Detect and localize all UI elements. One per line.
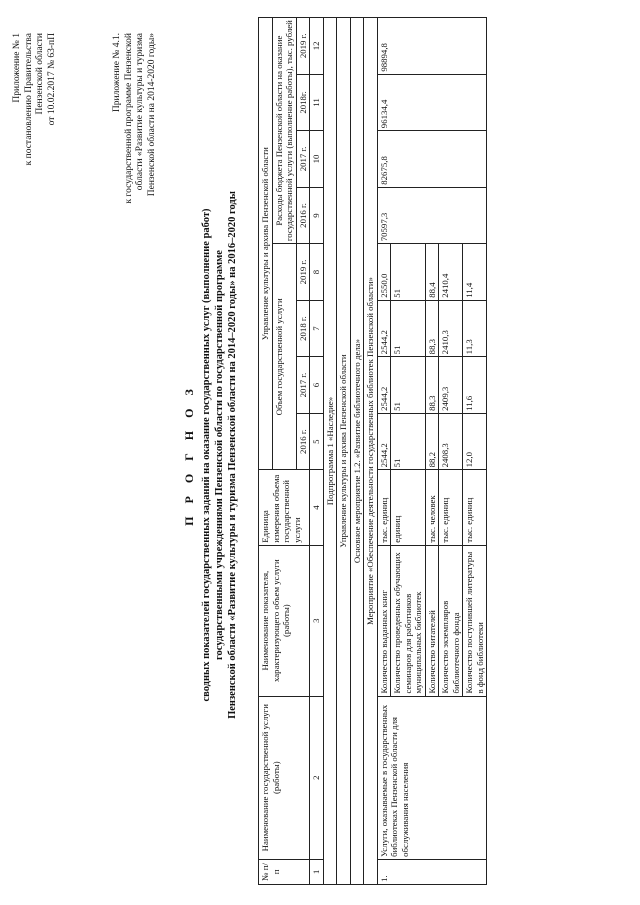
appendix-header — [12, 33, 58, 283]
indicator-name: Количество поступившей литературы в фонд библиотеки — [463, 545, 487, 696]
year-cell: 2016 г. — [296, 187, 310, 244]
indicator-name: Количество выданных книг — [377, 545, 391, 696]
volume-value: 11,6 — [463, 357, 487, 414]
indicator-unit: тыс. единиц — [377, 470, 391, 545]
appendix-line: Приложение № 1 — [12, 33, 22, 103]
year-cell: 2019 г. — [296, 244, 310, 301]
row-number: 1. — [377, 859, 487, 884]
col-service-header: Наименование государственной услуги (работы) — [259, 696, 310, 859]
column-number: 5 — [310, 413, 324, 470]
program-line: к государственной программе Пензенской — [123, 33, 134, 204]
volume-value: 2550,0 — [377, 244, 391, 301]
agency-label: Управление культуры и архива Пензенской области — [337, 18, 351, 885]
indicator-unit: тыс. единиц — [439, 470, 463, 545]
appendix-line: Пензенской области — [35, 33, 45, 115]
volume-value: 2408,3 — [439, 413, 463, 470]
year-cell: 2017 г. — [296, 357, 310, 414]
budget-header: Расходы бюджета Пензенской области на оказание государственной услуги (выполнение работы), тыс. рублей — [272, 18, 296, 244]
title-line: государственными учреждениями Пензенской области по государственной программе — [214, 250, 225, 660]
volume-value: 51 — [391, 413, 426, 470]
budget-value: 82675,8 — [377, 131, 487, 188]
title-line: сводных показателей государственных заданий на оказание государственных услуг (выполнение работ) — [201, 208, 212, 702]
column-number: 3 — [310, 545, 324, 696]
header-row — [259, 18, 273, 885]
col-indicator-header: Наименование показателя, характеризующего объем услуги (работы) — [259, 545, 310, 696]
volume-value: 88,3 — [425, 300, 439, 357]
activity-label: Мероприятие «Обеспечение деятельности государственных библиотек Пензенской области» — [364, 18, 378, 885]
volume-value: 12,0 — [463, 413, 487, 470]
appendix-line: к постановлению Правительства — [23, 33, 34, 166]
budget-value: 70597,3 — [377, 187, 487, 244]
budget-value: 96134,4 — [377, 74, 487, 131]
year-cell: 2018 г. — [296, 300, 310, 357]
col-no-header: № п/п — [259, 859, 310, 884]
column-number: 8 — [310, 244, 324, 301]
appendix-line: от 10.02.2017 № 63-пП — [46, 33, 57, 126]
volume-value: 11,3 — [463, 300, 487, 357]
budget-value: 98894,8 — [377, 18, 487, 75]
column-number: 7 — [310, 300, 324, 357]
agency-header: Управление культуры и архива Пензенской области — [259, 18, 273, 470]
title-main: П Р О Г Н О З — [182, 384, 196, 526]
column-number: 9 — [310, 187, 324, 244]
volume-value: 2410,4 — [439, 244, 463, 301]
column-number: 12 — [310, 18, 324, 75]
column-number: 11 — [310, 74, 324, 131]
program-line: области «Развитие культуры и туризма — [135, 33, 145, 191]
volume-value: 51 — [391, 300, 426, 357]
forecast-table — [258, 17, 487, 885]
indicator-unit: тыс. человек — [425, 470, 439, 545]
program-line: Пензенской области на 2014-2020 годы» — [146, 33, 157, 197]
program-line: Приложение № 4.1. — [112, 33, 122, 113]
column-numbers-row — [310, 18, 324, 885]
volume-header: Объем государственной услуги — [272, 244, 296, 470]
year-cell: 2017 г. — [296, 131, 310, 188]
indicator-name: Количество читателей — [425, 545, 439, 696]
title-line: Пензенской области «Развитие культуры и туризма Пензенской области на 2014–2020 годы» на 2016–2020 годы — [227, 191, 238, 719]
program-appendix-header — [112, 33, 158, 283]
section-row — [323, 18, 337, 885]
section-row — [337, 18, 351, 885]
subprogram-label: Подпрограмма 1 «Наследие» — [323, 18, 337, 885]
volume-value: 88,2 — [425, 413, 439, 470]
section-row — [364, 18, 378, 885]
document-title — [183, 45, 239, 865]
column-number: 6 — [310, 357, 324, 414]
year-cell: 2019 г. — [296, 18, 310, 75]
volume-value: 2544,2 — [377, 357, 391, 414]
volume-value: 2544,2 — [377, 300, 391, 357]
indicator-unit: единиц — [391, 470, 426, 545]
table-row — [377, 18, 391, 885]
service-name: Услуги, оказываемые в государственных библиотеках Пензенской области для обслуживания населения — [377, 696, 487, 859]
volume-value: 51 — [391, 244, 426, 301]
volume-value: 11,4 — [463, 244, 487, 301]
year-cell: 2016 г. — [296, 413, 310, 470]
year-cell: 2018г. — [296, 74, 310, 131]
indicator-unit: тыс. единиц — [463, 470, 487, 545]
column-number: 10 — [310, 131, 324, 188]
indicator-name: Количество проведенных обучающих семинаров для работников муниципальных библиотек — [391, 545, 426, 696]
main-activity-label: Основное мероприятие 1.2. «Развитие библиотечного дела» — [350, 18, 364, 885]
volume-value: 51 — [391, 357, 426, 414]
volume-value: 2544,2 — [377, 413, 391, 470]
volume-value: 2410,3 — [439, 300, 463, 357]
volume-value: 88,3 — [425, 357, 439, 414]
section-row — [350, 18, 364, 885]
column-number: 2 — [310, 696, 324, 859]
column-number: 4 — [310, 470, 324, 545]
column-number: 1 — [310, 859, 324, 884]
indicator-name: Количество экземпляров библиотечного фонда — [439, 545, 463, 696]
volume-value: 88,4 — [425, 244, 439, 301]
col-unit-header: Единица измерения объема государственной услуги — [259, 470, 310, 545]
volume-value: 2409,3 — [439, 357, 463, 414]
